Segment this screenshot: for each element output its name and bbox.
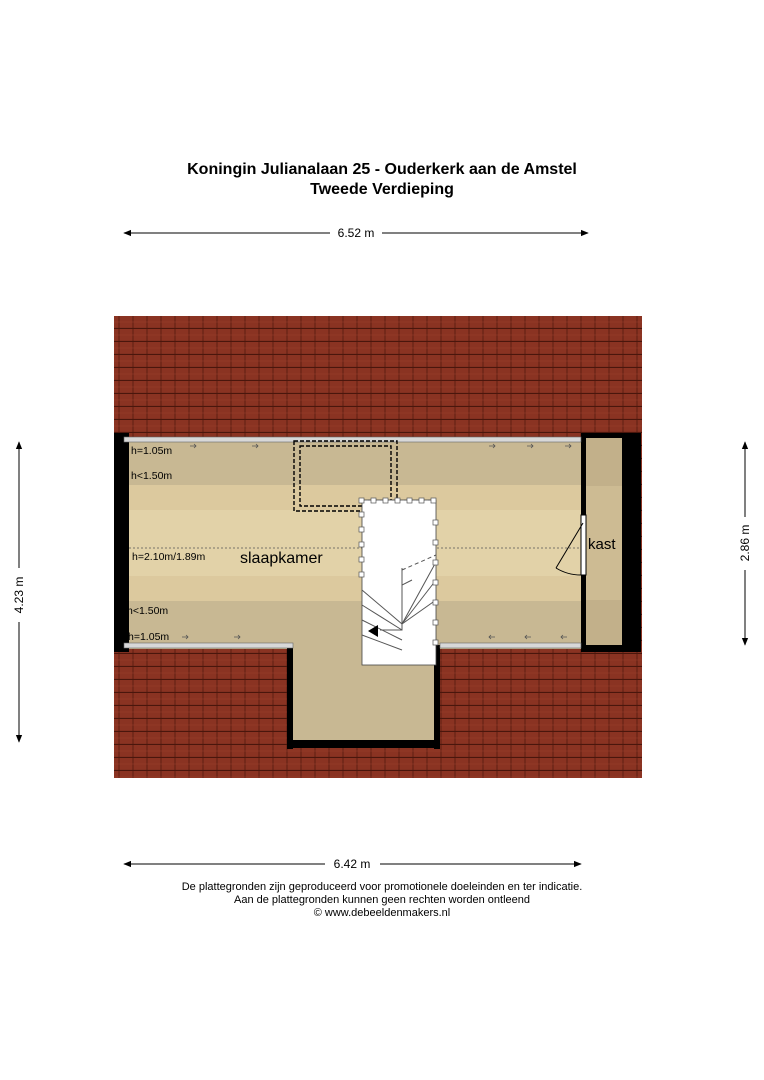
plan-title: Koningin Julianalaan 25 - Ouderkerk aan de Amstel (187, 161, 577, 178)
dimension-top (124, 226, 588, 240)
dimension-left-label: 4.23 m (12, 576, 26, 614)
height-label-bottom-1: h=1.05m (128, 631, 170, 643)
dimension-bottom (124, 857, 581, 871)
height-label-bottom-2: h<1.50m (127, 605, 169, 617)
disclaimer-line-2: Aan de plattegronden kunnen geen rechten worden ontleend (233, 894, 530, 906)
dimension-bottom-label: 6.42 m (333, 857, 371, 871)
dimension-right (738, 442, 752, 645)
height-label-top-2: h<1.50m (131, 470, 173, 482)
disclaimer-line-1: De plattegronden zijn geproduceerd voor promotionele doeleinden en ter indicatie. (181, 881, 583, 893)
room-label-slaapkamer: slaapkamer (240, 550, 323, 567)
dimension-left (12, 442, 26, 742)
staircase (359, 498, 438, 665)
copyright-line: © www.debeeldenmakers.nl (313, 907, 451, 919)
height-label-top-1: h=1.05m (131, 445, 173, 457)
plan-subtitle: Tweede Verdieping (310, 181, 454, 198)
dimension-top-label: 6.52 m (337, 226, 375, 240)
height-label-middle: h=2.10m/1.89m (132, 551, 206, 563)
room-label-kast: kast (588, 536, 616, 553)
dimension-right-label: 2.86 m (738, 524, 752, 562)
